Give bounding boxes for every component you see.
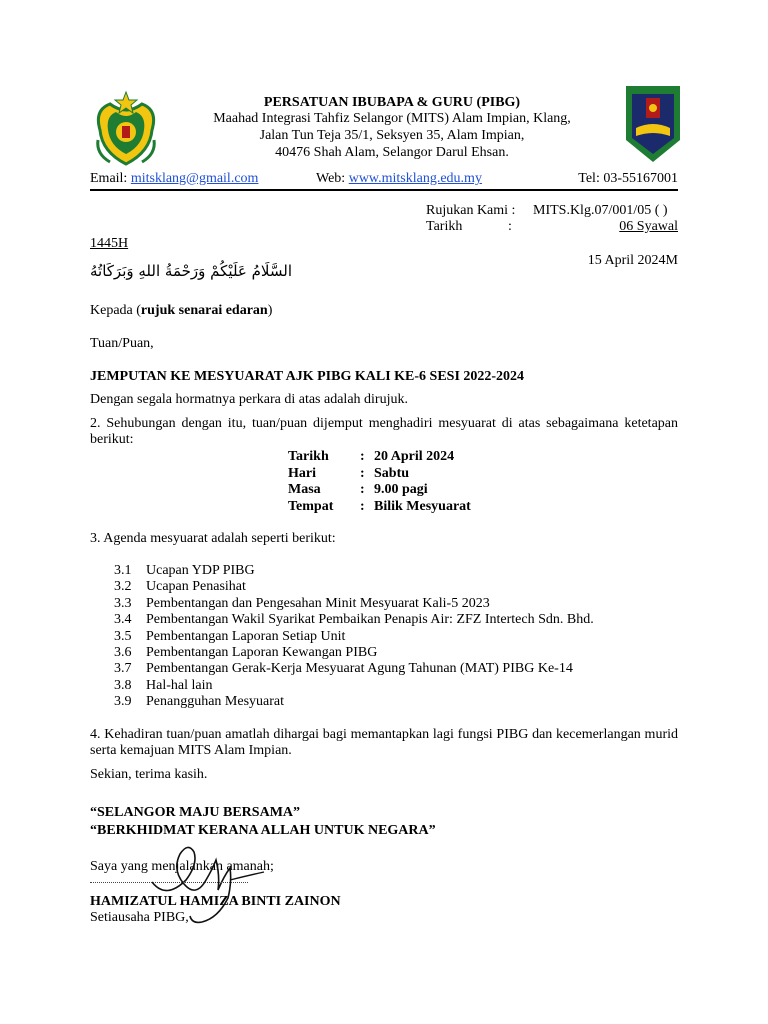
signatory-title: Setiausaha PIBG,	[90, 910, 189, 925]
paragraph-4: 4. Kehadiran tuan/puan amatlah dihargai bagi memantapkan lagi fungsi PIBG dan kecemerlangan murid serta kemajuan MITS Alam Impian.	[90, 727, 678, 758]
agenda-number: 3.7	[114, 661, 132, 677]
detail-label: Hari	[288, 465, 316, 481]
detail-value: Bilik Mesyuarat	[374, 498, 471, 514]
paragraph-2: 2. Sehubungan dengan itu, tuan/puan dijemput menghadiri mesyuarat di atas sebagaimana ketetapan berikut:	[90, 416, 678, 447]
agenda-text: Pembentangan Wakil Syarikat Pembaikan Penapis Air: ZFZ Intertech Sdn. Bhd.	[146, 612, 594, 628]
agenda-number: 3.9	[114, 694, 132, 710]
website-link[interactable]: www.mitsklang.edu.my	[348, 171, 482, 186]
detail-row-time: Masa : 9.00 pagi	[288, 482, 428, 497]
agenda-text: Ucapan Penasihat	[146, 579, 246, 595]
agenda-number: 3.2	[114, 579, 132, 595]
recipient-line	[90, 303, 272, 319]
paragraph-3: 3. Agenda mesyuarat adalah seperti berikut:	[90, 531, 336, 546]
detail-row-venue: Tempat : Bilik Mesyuarat	[288, 498, 471, 514]
salutation: Tuan/Puan,	[90, 336, 154, 351]
agenda-number: 3.5	[114, 628, 132, 644]
detail-label: Tarikh	[288, 449, 329, 464]
detail-label: Masa	[288, 482, 321, 497]
closing-line: Sekian, terima kasih.	[90, 767, 208, 782]
opening-line: Dengan segala hormatnya perkara di atas adalah dirujuk.	[90, 392, 408, 407]
agenda-text: Pembentangan Gerak-Kerja Mesyuarat Agung Tahunan (MAT) PIBG Ke-14	[146, 661, 573, 677]
detail-label: Tempat	[288, 498, 334, 514]
ref-label: Rujukan Kami :	[426, 203, 516, 218]
list-item	[114, 563, 594, 579]
list-item	[114, 629, 594, 645]
signature-line	[90, 882, 248, 883]
list-item	[114, 694, 594, 710]
address-line-1: Maahad Integrasi Tahfiz Selangor (MITS) Alam Impian, Klang,	[213, 111, 571, 126]
date-label: Tarikh	[426, 219, 463, 234]
agenda-text: Pembentangan dan Pengesahan Minit Mesyuarat Kali-5 2023	[146, 595, 490, 611]
email-link[interactable]: mitsklang@gmail.com	[130, 171, 259, 186]
web-contact	[316, 171, 482, 187]
list-item	[114, 678, 594, 694]
agenda-text: Ucapan YDP PIBG	[146, 563, 255, 578]
detail-row-day: Hari : Sabtu	[288, 465, 410, 481]
detail-row-date: Tarikh : 20 April 2024	[288, 449, 455, 464]
mits-school-shield-logo-icon	[624, 84, 682, 164]
detail-value: 9.00 pagi	[374, 482, 428, 497]
agenda-text: Pembentangan Laporan Setiap Unit	[146, 628, 346, 644]
address-line-2: Jalan Tun Teja 35/1, Seksyen 35, Alam Impian,	[259, 128, 525, 143]
web-label: Web:	[316, 171, 346, 186]
list-item	[114, 596, 594, 612]
email-contact	[90, 171, 258, 187]
agenda-number: 3.4	[114, 612, 132, 628]
agenda-text: Pembentangan Laporan Kewangan PIBG	[146, 645, 378, 661]
agenda-number: 3.3	[114, 595, 132, 611]
hijri-date: 06 Syawal	[619, 219, 678, 234]
recipient-prefix: Kepada (	[90, 303, 141, 318]
ref-value: MITS.Klg.07/001/05 ( )	[533, 203, 668, 218]
list-item	[114, 579, 594, 595]
hijri-year: 1445H	[90, 236, 129, 251]
agenda-number: 3.1	[114, 563, 132, 578]
gregorian-date: 15 April 2024M	[587, 253, 678, 268]
slogan-2: “BERKHIDMAT KERANA ALLAH UNTUK NEGARA”	[90, 823, 436, 838]
address-line-3: 40476 Shah Alam, Selangor Darul Ehsan.	[275, 145, 509, 160]
list-item	[114, 612, 594, 628]
detail-value: Sabtu	[374, 465, 410, 481]
org-name: PERSATUAN IBUBAPA & GURU (PIBG)	[263, 95, 521, 110]
agenda-text: Penangguhan Mesyuarat	[146, 694, 285, 710]
list-item	[114, 661, 594, 677]
trust-line: Saya yang menjalankan amanah;	[90, 859, 274, 874]
date-colon: :	[508, 219, 512, 234]
agenda-number: 3.8	[114, 677, 132, 693]
signatory-name: HAMIZATUL HAMIZA BINTI ZAINON	[90, 894, 341, 909]
agenda-text: Hal-hal lain	[146, 677, 213, 693]
agenda-number: 3.6	[114, 645, 132, 661]
recipient-name: rujuk senarai edaran	[140, 303, 268, 318]
header-divider	[90, 189, 678, 191]
detail-value: 20 April 2024	[374, 449, 455, 464]
arabic-greeting: السَّلَامُ عَلَيْكُمْ وَرَحْمَةُ اللهِ وَبَرَكَاتُهُ	[90, 262, 292, 280]
meeting-details	[288, 449, 471, 515]
email-label: Email:	[90, 171, 128, 186]
subject-heading: JEMPUTAN KE MESYUARAT AJK PIBG KALI KE-6 SESI 2022-2024	[90, 369, 525, 384]
list-item	[114, 645, 594, 661]
recipient-suffix: )	[267, 303, 273, 318]
telephone: Tel: 03-55167001	[578, 171, 678, 186]
pibg-crest-logo-icon	[92, 90, 160, 168]
agenda-list	[114, 563, 594, 711]
slogan-1: “SELANGOR MAJU BERSAMA”	[90, 805, 301, 820]
